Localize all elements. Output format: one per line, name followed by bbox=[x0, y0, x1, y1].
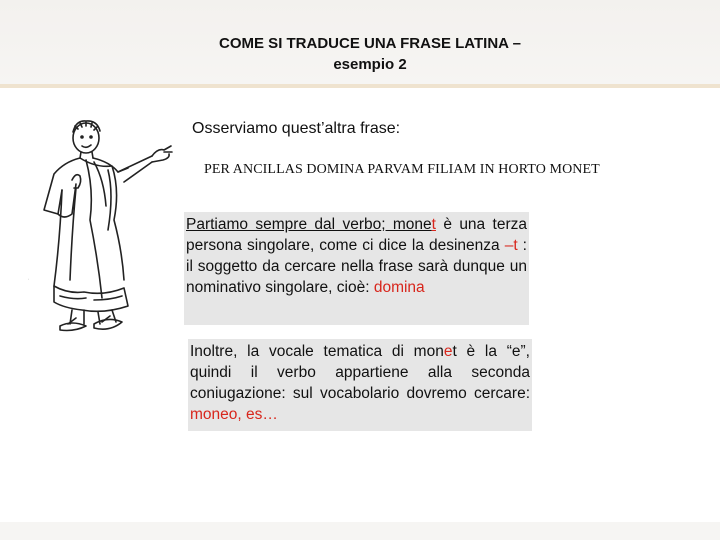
box1-domina: domina bbox=[373, 279, 425, 296]
roman-figure-illustration bbox=[24, 110, 174, 340]
box2-text-conjugation: t è la “e”, quindi il verbo appartiene alla seconda coniugazione: sul vocabolario dovremo cercare: bbox=[190, 343, 530, 402]
title-divider bbox=[0, 84, 720, 88]
bottom-band bbox=[0, 522, 720, 540]
box1-desinence: –t bbox=[504, 237, 518, 254]
intro-text: Osserviamo quest’altra frase: bbox=[192, 120, 401, 137]
box1-monet-ending: t bbox=[431, 216, 436, 233]
explanation-box-conjugation bbox=[188, 339, 532, 431]
box2-moneo: moneo, es… bbox=[190, 406, 278, 423]
box1-text-monet: ; mone bbox=[381, 216, 432, 233]
title-line-1: COME SI TRADUCE UNA FRASE LATINA – bbox=[219, 35, 521, 52]
box1-text-person: è una terza persona singolare, come ci dice la desinenza bbox=[186, 216, 527, 254]
box1-text-subject: : il soggetto da cercare nella frase sarà dunque un nominativo singolare, cioè: bbox=[186, 237, 527, 296]
box1-text-verb: Partiamo sempre dal verbo bbox=[186, 216, 382, 233]
svg-text:·: · bbox=[26, 278, 32, 280]
slide-title bbox=[160, 33, 580, 75]
title-line-2: esempio 2 bbox=[333, 56, 407, 73]
latin-sentence: PER ANCILLAS DOMINA PARVAM FILIAM IN HORTO MONET bbox=[204, 162, 600, 177]
box2-text-intro: Inoltre, la vocale tematica di mon bbox=[190, 343, 444, 360]
explanation-box-subject bbox=[184, 212, 529, 325]
box2-thematic-vowel: e bbox=[443, 343, 453, 360]
